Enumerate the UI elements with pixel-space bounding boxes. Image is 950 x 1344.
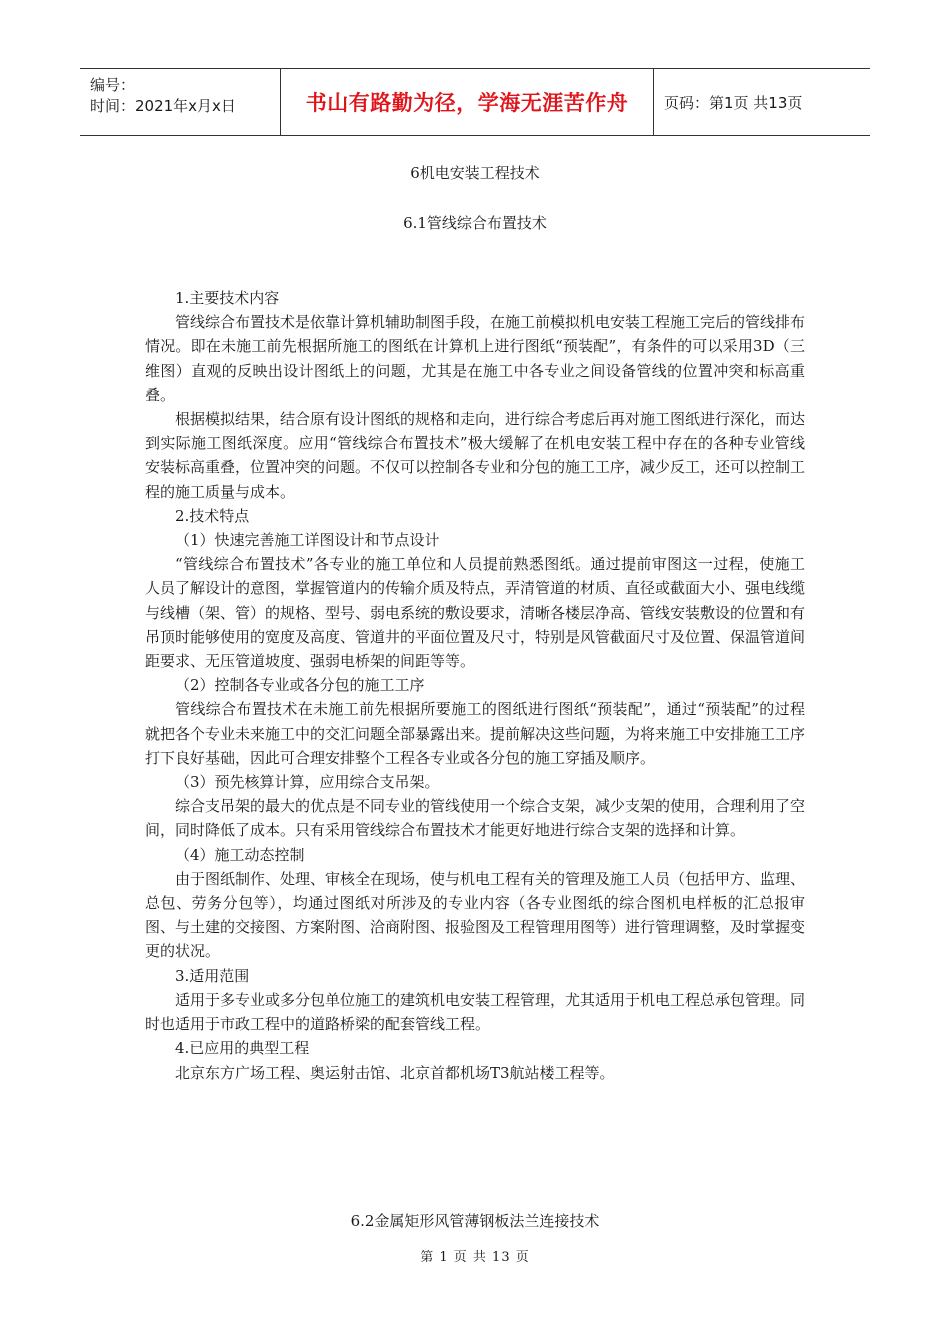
paragraph: 北京东方广场工程、奥运射击馆、北京首都机场T3航站楼工程等。 — [175, 1063, 615, 1082]
paragraph: 2.技术特点 — [175, 506, 250, 525]
paragraph: （3）预先核算计算，应用综合支吊架。 — [175, 773, 440, 792]
paragraph: 管线综合布置技术在未施工前先根据所要施工的图纸进行图纸“预装配”，通过“预装配”的过程就把各个专业未来施工中的交汇问题全部暴露出来。提前解决这些问题，为将来施工中安排施工工序打下良好基础，因此可合理安排整个工程各专业或各分包的施工穿插及顺序。 — [145, 700, 806, 767]
document-header — [80, 68, 870, 136]
paragraph: 由于图纸制作、处理、审核全在现场，使与机电工程有关的管理及施工人员（包括甲方、监理、总包、劳务分包等），均通过图纸对所涉及的专业内容（各专业图纸的综合图机电样板的汇总报审图、与土建的交接图、方案附图、洽商附图、报验图及工程管理用图等）进行管理调整，及时掌握变更的状况。 — [145, 869, 806, 961]
document-number-label: 编号： — [90, 76, 136, 94]
section-title: 6.1管线综合布置技术 — [403, 214, 547, 232]
paragraph: 综合支吊架的最大的优点是不同专业的管线使用一个综合支架，减少支架的使用，合理利用了空间，同时降低了成本。只有采用管线综合布置技术才能更好地进行综合支架的选择和计算。 — [145, 797, 806, 840]
paragraph: 管线综合布置技术是依靠计算机辅助制图手段，在施工前模拟机电安装工程施工完后的管线排布情况。即在未施工前先根据所施工的图纸在计算机上进行图纸“预装配”，有条件的可以采用3D（三维图）直观的反映出设计图纸上的问题，尤其是在施工中各专业之间设备管线的位置冲突和标高重叠。 — [145, 313, 806, 404]
header-meta — [80, 69, 280, 135]
header-slogan: 书山有路勤为径，学海无涯苦作舟 — [280, 69, 654, 135]
paragraph: （2）控制各专业或各分包的施工工序 — [175, 676, 425, 695]
document-date: 时间：2021年x月x日 — [90, 97, 236, 115]
chapter-title: 6机电安装工程技术 — [410, 164, 540, 182]
paragraph: “管线综合布置技术”各专业的施工单位和人员提前熟悉图纸。通过提前审图这一过程，使施工人员了解设计的意图，掌握管道内的传输介质及特点，弄清管道的材质、直径或截面大小、强电线缆与线槽（架、管）的规格、型号、弱电系统的敷设要求，清晰各楼层净高、管线安装敷设的位置和有吊顶时能够使用的宽度及高度、管道井的平面位置及尺寸，特别是风管截面尺寸及位置、保温管道间距要求、无压管道坡度、强弱电桥架的间距等等。 — [145, 555, 806, 671]
next-section-title: 6.2金属矩形风管薄钢板法兰连接技术 — [350, 1212, 600, 1230]
header-page-info: 页码：第1页 共13页 — [664, 93, 803, 112]
page-footer: 第 1 页 共 13 页 — [420, 1250, 530, 1265]
paragraph: 4.已应用的典型工程 — [175, 1039, 310, 1058]
paragraph: 根据模拟结果，结合原有设计图纸的规格和走向，进行综合考虑后再对施工图纸进行深化，而达到实际施工图纸深度。应用“管线综合布置技术”极大缓解了在机电安装工程中存在的各种专业管线安装标高重叠，位置冲突的问题。不仅可以控制各专业和分包的施工工序，减少反工，还可以控制工程的施工质量与成本。 — [145, 410, 806, 501]
paragraph: （1）快速完善施工详图设计和节点设计 — [175, 531, 440, 550]
paragraph: 适用于多专业或多分包单位施工的建筑机电安装工程管理，尤其适用于机电工程总承包管理。同时也适用于市政工程中的道路桥梁的配套管线工程。 — [145, 990, 806, 1034]
paragraph: （4）施工动态控制 — [175, 845, 305, 864]
paragraph: 1.主要技术内容 — [175, 289, 280, 307]
document-body — [145, 286, 805, 1085]
paragraph: 3.适用范围 — [175, 966, 250, 985]
